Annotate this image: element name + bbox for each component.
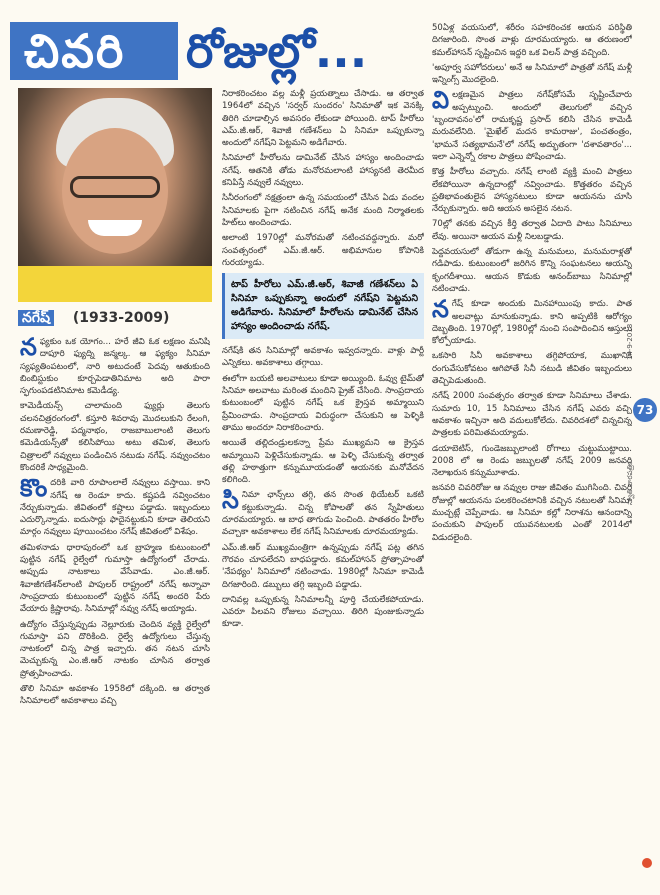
- paragraph: [20, 474, 210, 538]
- paragraph: పెద్దవయసులో తోడుగా ఉన్న మనుమలు, మనుమరాళ్లతో గడిపాడు. కుటుంబంలో జరిగిన కొన్ని సంఘటనలు ఆయన్ని కృంగదీశాయి. ఆయన కొడుకు ఆనంద్‌బాబు సినిమాల్లో నటించాడు.: [432, 247, 632, 294]
- paragraph-text: గేష్ కూడా అందుకు మినహాయింపు కాదు. పాత అలవాట్లు మానుకున్నాడు. కాని అప్పటికి ఆరోగ్యం దెబ్బతింది. 1970ల్లో, 1980ల్లో నుంచి సంపాదించిన ఆస్తులు కోల్పోయాడు.: [432, 299, 632, 347]
- paragraph: ఈలోగా బయటి అలవాటులు కూడా అయ్యింది. ఓవ్వు టైమ్‌తో సినిమా అలవాటు మరింత మందిని ప్రైజ్ చేసింది. సాంప్రదాయ కుటుంబంలో పుట్టిన నగేష్ ఒక క్రైస్తవ అమ్మాయిని ప్రేమించాడు. సాంప్రదాయ విరుద్ధంగా చేసుకుని ఆ పెళ్ళికి తాము అందరూ నిరాకరించారు.: [222, 373, 424, 433]
- caption-name: నగేష్: [18, 310, 54, 326]
- drop-cap: న: [432, 295, 449, 324]
- drop-cap: వి: [432, 86, 450, 115]
- paragraph: నగేష్‌కి తన సినిమాల్లో అవకాశం ఇవ్వదన్నారు. వాళ్లు పార్టీ ఎన్నికలు. అవకాశాలు తగ్గాయి.: [222, 346, 424, 369]
- paragraph: తమిళనాడు ధారాపురంలో ఒక బ్రాహ్మణ కుటుంబంలో పుట్టిన నగేష్ రైల్వేలో గుమాస్తా ఉద్యోగంలో చేరాడు. అప్పుడు నాటకాలు వేసేవాడు. ఎం.జీ.ఆర్. శివాజీగణేశన్‌లాంటి పాపులర్ రాష్ట్రంలో నగేష్ అన్నావా సాంప్రదాయ కుటుంబంలో పుట్టిన నగేష్ అందరి పేరు వేయారు క్రిష్ణారావు. సినిమాల్లో నవ్వు నగేష్ అయ్యాడు.: [20, 542, 210, 615]
- headline-word-2: రోజుల్లో...: [186, 24, 368, 78]
- paragraph: ఎమ్.జీ.ఆర్ ముఖ్యమంత్రిగా ఉన్నప్పుడు నగేష్ పట్ల తగిన గౌరవం చూపలేదని బాధపడ్డారు. కమల్‌హాసన్ ప్రోత్సాహంతో 'నేపథ్యం' సినిమాలో నటించాడు. 1980ల్లో సినిమా కామెడీ దిగజారింది. డబ్బులు తగ్గి ఇబ్బంది పడ్డాడు.: [222, 542, 424, 590]
- drop-cap: సి: [222, 486, 239, 515]
- article-column-3: [432, 22, 632, 891]
- paragraph-text: ఫ్యకుం ఒక యోగం... హరే జీవి ఓక లక్షణం మనిషి దాపూరి ఫ్యుద్ని జన్మల్క. ఆ ఫ్యక్యం సినిమా స్యఫ్యతింపటంలో, నారి అటుదంటే పెదవు ఆతుకుంది బింబిస్టుకుం కూర్చపెడాతినిమాట అది పారా స్ఫగుంపడటినిమాట కమెడీడ్య.: [20, 337, 210, 397]
- paragraph: దానివల్ల ఒప్పుకున్న సినిమాలన్నీ పూర్తి చేయలేకపోయాడు. ఎవరూ పిలవని రోజులు వచ్చాయి. తిరిగి పుంజుకున్నాడు కూడా.: [222, 594, 424, 630]
- paragraph: అయితే తల్లిదండ్రులకన్నా ప్రేమ ముఖ్యమని ఆ క్రైస్తవ అమ్మాయిని పెళ్లిచేసుకున్నాడు. ఆ పెళ్ళి చేసుకున్న తర్వాత తల్లి హఠాత్తుగా కన్నుమూయడంతో ఆయనకు మనోవేదన కలిగింది.: [222, 438, 424, 486]
- paragraph: ఉద్యోగం చేస్తున్నప్పుడు నెల్లూరుకు చెందిన వ్యక్తి రైల్వేలో గుమాస్తా పని దొరికింది. రైల్వే ఉద్యోగులు చేస్తున్న నాటకంలో చిన్న పాత్ర ఇచ్చారు. తన నటన చూసి మెచ్చుకున్న ఎం.జీ.ఆర్ నాటకం చూసిన తర్వాత ప్రోత్సహించాడు.: [20, 619, 210, 679]
- drop-cap: కొం: [20, 474, 48, 503]
- portrait-glasses: [70, 176, 160, 198]
- portrait-smile: [88, 220, 142, 236]
- paragraph: సినీరంగంలో నక్షత్రంలా ఉన్న సమయంలో చేసిన ఏడు వందల సినిమాలకు పైగా నటించిన నగేష్ అనేక మంది నిర్మాతలకు హిట్‌లు అందించాడు.: [222, 193, 424, 228]
- paragraph: నగేష్ 2000 సంవత్సరం తర్వాత కూడా సినిమాలు చేశాడు. సుమారు 10, 15 సినిమాలు చేసిన నగేష్ ఎవరు వచ్చి అవకాశం ఇచ్చినా అది వదులుకోలేదు. చివరిదశలో చిన్నచిన్న పాత్రలకు పరిమితమయ్యాడు.: [432, 391, 632, 439]
- paragraph-text: దరికి వారి రూపాంలాలే నవ్వులు వస్తాయి. కాని నగేష్ ఆ రెండూ కాదు. కష్టపడి నవ్వించటం నేర్చుకున్నాడు. జీవితంలో కష్టాలు పడ్డాడు. ఇబ్బందులు ఎదుర్కొన్నాడు. ఐదుసార్లు ఫాదైనట్టుకుని కూడా తెలియని మార్గం నవ్వులు పూయించటం నగేష్ జీవితంలో విశేషం.: [20, 478, 210, 538]
- paragraph: అలాంటి 1970ల్లో మనోరమతో నటించవద్దన్నారు. మరో సంవత్సరంలో ఎమ్.జీ.ఆర్. అభిమానుల కోపానికి గురయ్యాడు.: [222, 233, 424, 268]
- page-number: 73: [633, 398, 657, 422]
- paragraph: తొలి సినిమా అవకాశం 1958లో దక్కింది. ఆ తర్వాత సినిమాలలో అవకాశాలు వచ్చి: [20, 684, 210, 707]
- paragraph: డయాబెటిస్, గుండెజబ్బులాంటి రోగాలు చుట్టుముట్టాయి. 2008 లో ఆ రెండు జబ్బులతో నగేష్ 2009 జనవరి నెలాఖరున కన్నుమూశాడు.: [432, 443, 632, 479]
- paragraph: [222, 486, 424, 538]
- headline-banner: [10, 22, 422, 80]
- paragraph: [432, 295, 632, 347]
- pull-quote: టాప్ హీరోలు ఎమ్.జీ.ఆర్, శివాజీ గణేశన్‌లు ఏ సినిమా ఒప్పుకున్నా అందులో నగేష్‌ని పెట్టమని అడిగేవారు. సినిమాలో హీరోలను డామినేట్ చేసిన హాస్యం అందించాడు నగేష్.: [222, 273, 424, 339]
- paragraph: 70ల్లో తనకు వచ్చిన కీర్తి తర్వాత ఏదాది పాటు సినిమాలు లేవు. అయినా ఆయన మళ్లీ నిలబడ్డాడు.: [432, 219, 632, 242]
- page-sidebar: [634, 120, 656, 820]
- photo-caption: [18, 306, 212, 330]
- article-column-1: [20, 336, 210, 891]
- caption-years: (1933-2009): [72, 310, 170, 326]
- paragraph-text: నిమా ఛాన్స్‌లు తగ్గి, తన సొంత థియేటర్ ఒకటి కట్టుకున్నాడు. చిన్న కోపాలతో తన స్నేహితులు దూరమయ్యారు. ఆ బాధ తాగుడు పెంచింది. పాతతరం హీరోల వచ్చాకా అవకాశాలు లేక నగేష్ సినిమాలకు దూరమయ్యాడు.: [222, 490, 424, 538]
- paragraph: 'అపూర్వ సహోదరులు' అనే ఆ సినిమాలో పాత్రతో నగేష్ మళ్లీ ఇన్నింగ్స్ మొదలైంది.: [432, 62, 632, 86]
- end-mark-icon: [642, 858, 652, 868]
- issue-date: 14-9-2018: [626, 323, 634, 360]
- paragraph: 50ఏళ్ల వయసులో, శరీరం సహకరించక ఆయన పరిస్థితి దిగజారింది. సొంత వాళ్లు దూరమయ్యారు. ఆ తరుణంలో కమల్‌హాసన్ సృష్టించిన ఇద్దరి ఒక విలన్ పాత్ర వచ్చింది.: [432, 23, 632, 58]
- magazine-name: స్వాతి వారపత్రిక: [626, 461, 634, 505]
- article-column-2: [222, 88, 424, 891]
- paragraph: జనవరి చివరిరోజు ఆ నవ్వుల రాజు జీవితం ముగిసింది. చివరి రోజుల్లో ఆయనను పలకరించటానికి వచ్చిన నటులతో సినిమా ముచ్చట్లే చెప్పేవాడు. ఆ సినిమా కల్లో నిరాశను ఆనందాన్ని పంచుకుని పాపులర్ యువనటులకు ఎంతో 2014లో విడుదలైంది.: [432, 483, 632, 543]
- headline-word-1: చివరి: [24, 24, 126, 78]
- paragraph: [432, 86, 632, 163]
- paragraph: సినిమాలో హీరోలను డామినేట్ చేసిన హాస్యం అందించాడు నగేష్. ఆతనికి తోడు మనోరమలాంటి హాస్యనటి తెరమీద కనిపిస్తే నవ్వులే నవ్వులు.: [222, 153, 424, 189]
- portrait-photo: [18, 88, 212, 302]
- paragraph-text: లక్షణమైన పాత్రలు నగేష్‌కోసమే సృష్టించేవారు అప్పట్నుంచి. అందులో తెలుగులో వచ్చిన 'బృందావనం'లో రామకృష్ణ ప్రసాద్ కలిసి చేసిన కామెడీ మరువలేనిది. 'మైఖేల్ మదన కామరాజు', పంచతంత్రం, 'భామనే సత్యభామనే'లో నగేష్ అద్భుతంగా 'దశావతారం'... ఇలా ఎన్నెన్నో రకాల పాత్రలు పోషించాడు.: [432, 90, 632, 162]
- drop-cap: న: [20, 336, 37, 361]
- paragraph: ఒకసారి సినీ అవకాశాలు తగ్గిపోయాక, ముఖానికి రంగువేసుకోవటం ఆగిపోతే సినీ నటుడి జీవితం ఇబ్బందులు తెచ్చిపెడుతుంది.: [432, 351, 632, 387]
- paragraph: నిరాకరించటం వల్ల మళ్లీ ప్రయత్నాలు చేసాడు. ఆ తర్వాత 1964లో వచ్చిన 'సర్వర్ సుందరం' సినిమాతో ఇక వెనక్కి తిరిగి చూడాల్సిన అవసరం లేకుండా పోయింది. టాప్ హీరోలు ఎమ్.జీ.ఆర్, శివాజీ గణేశన్‌లు ఏ సినిమా ఒప్పుకున్నా అందులో నగేష్‌ని పెట్టమని అడిగేవారు.: [222, 89, 424, 149]
- paragraph: [20, 336, 210, 397]
- paragraph: కొత్త హీరోలు వచ్చారు. నగేష్ లాంటి వ్యక్తి మంచి పాత్రలు లేకపోయినా ఉన్నదాంట్లో నవ్వించాడు. కొత్తతరం వచ్చిన ప్రతిభావంతులైన హాస్యనటులు కూడా ఆయనను చూసి నేర్చుకున్నారు. అది ఆయన అసలైన నటన.: [432, 167, 632, 215]
- portrait-shirt: [18, 266, 212, 302]
- paragraph: కామెడీయన్స్ చాలామంది ఫ్యుర్లు తెలుగు చలనచిత్రరంగంలో. కస్తూరి శివరావు మొదలుకుని రేలంగి, రమణారెడ్డి, పద్మనాభం, రాజబాబులాంటి తెలుగు కమెడియన్స్‌తో కలిసిపోయి అటు తమిళ, తెలుగు చిత్రాలలో నవ్వులు పండించిన నటుడు నగేష్. నవ్వుంచటం కొందరికే సాధ్యమైంది.: [20, 401, 210, 473]
